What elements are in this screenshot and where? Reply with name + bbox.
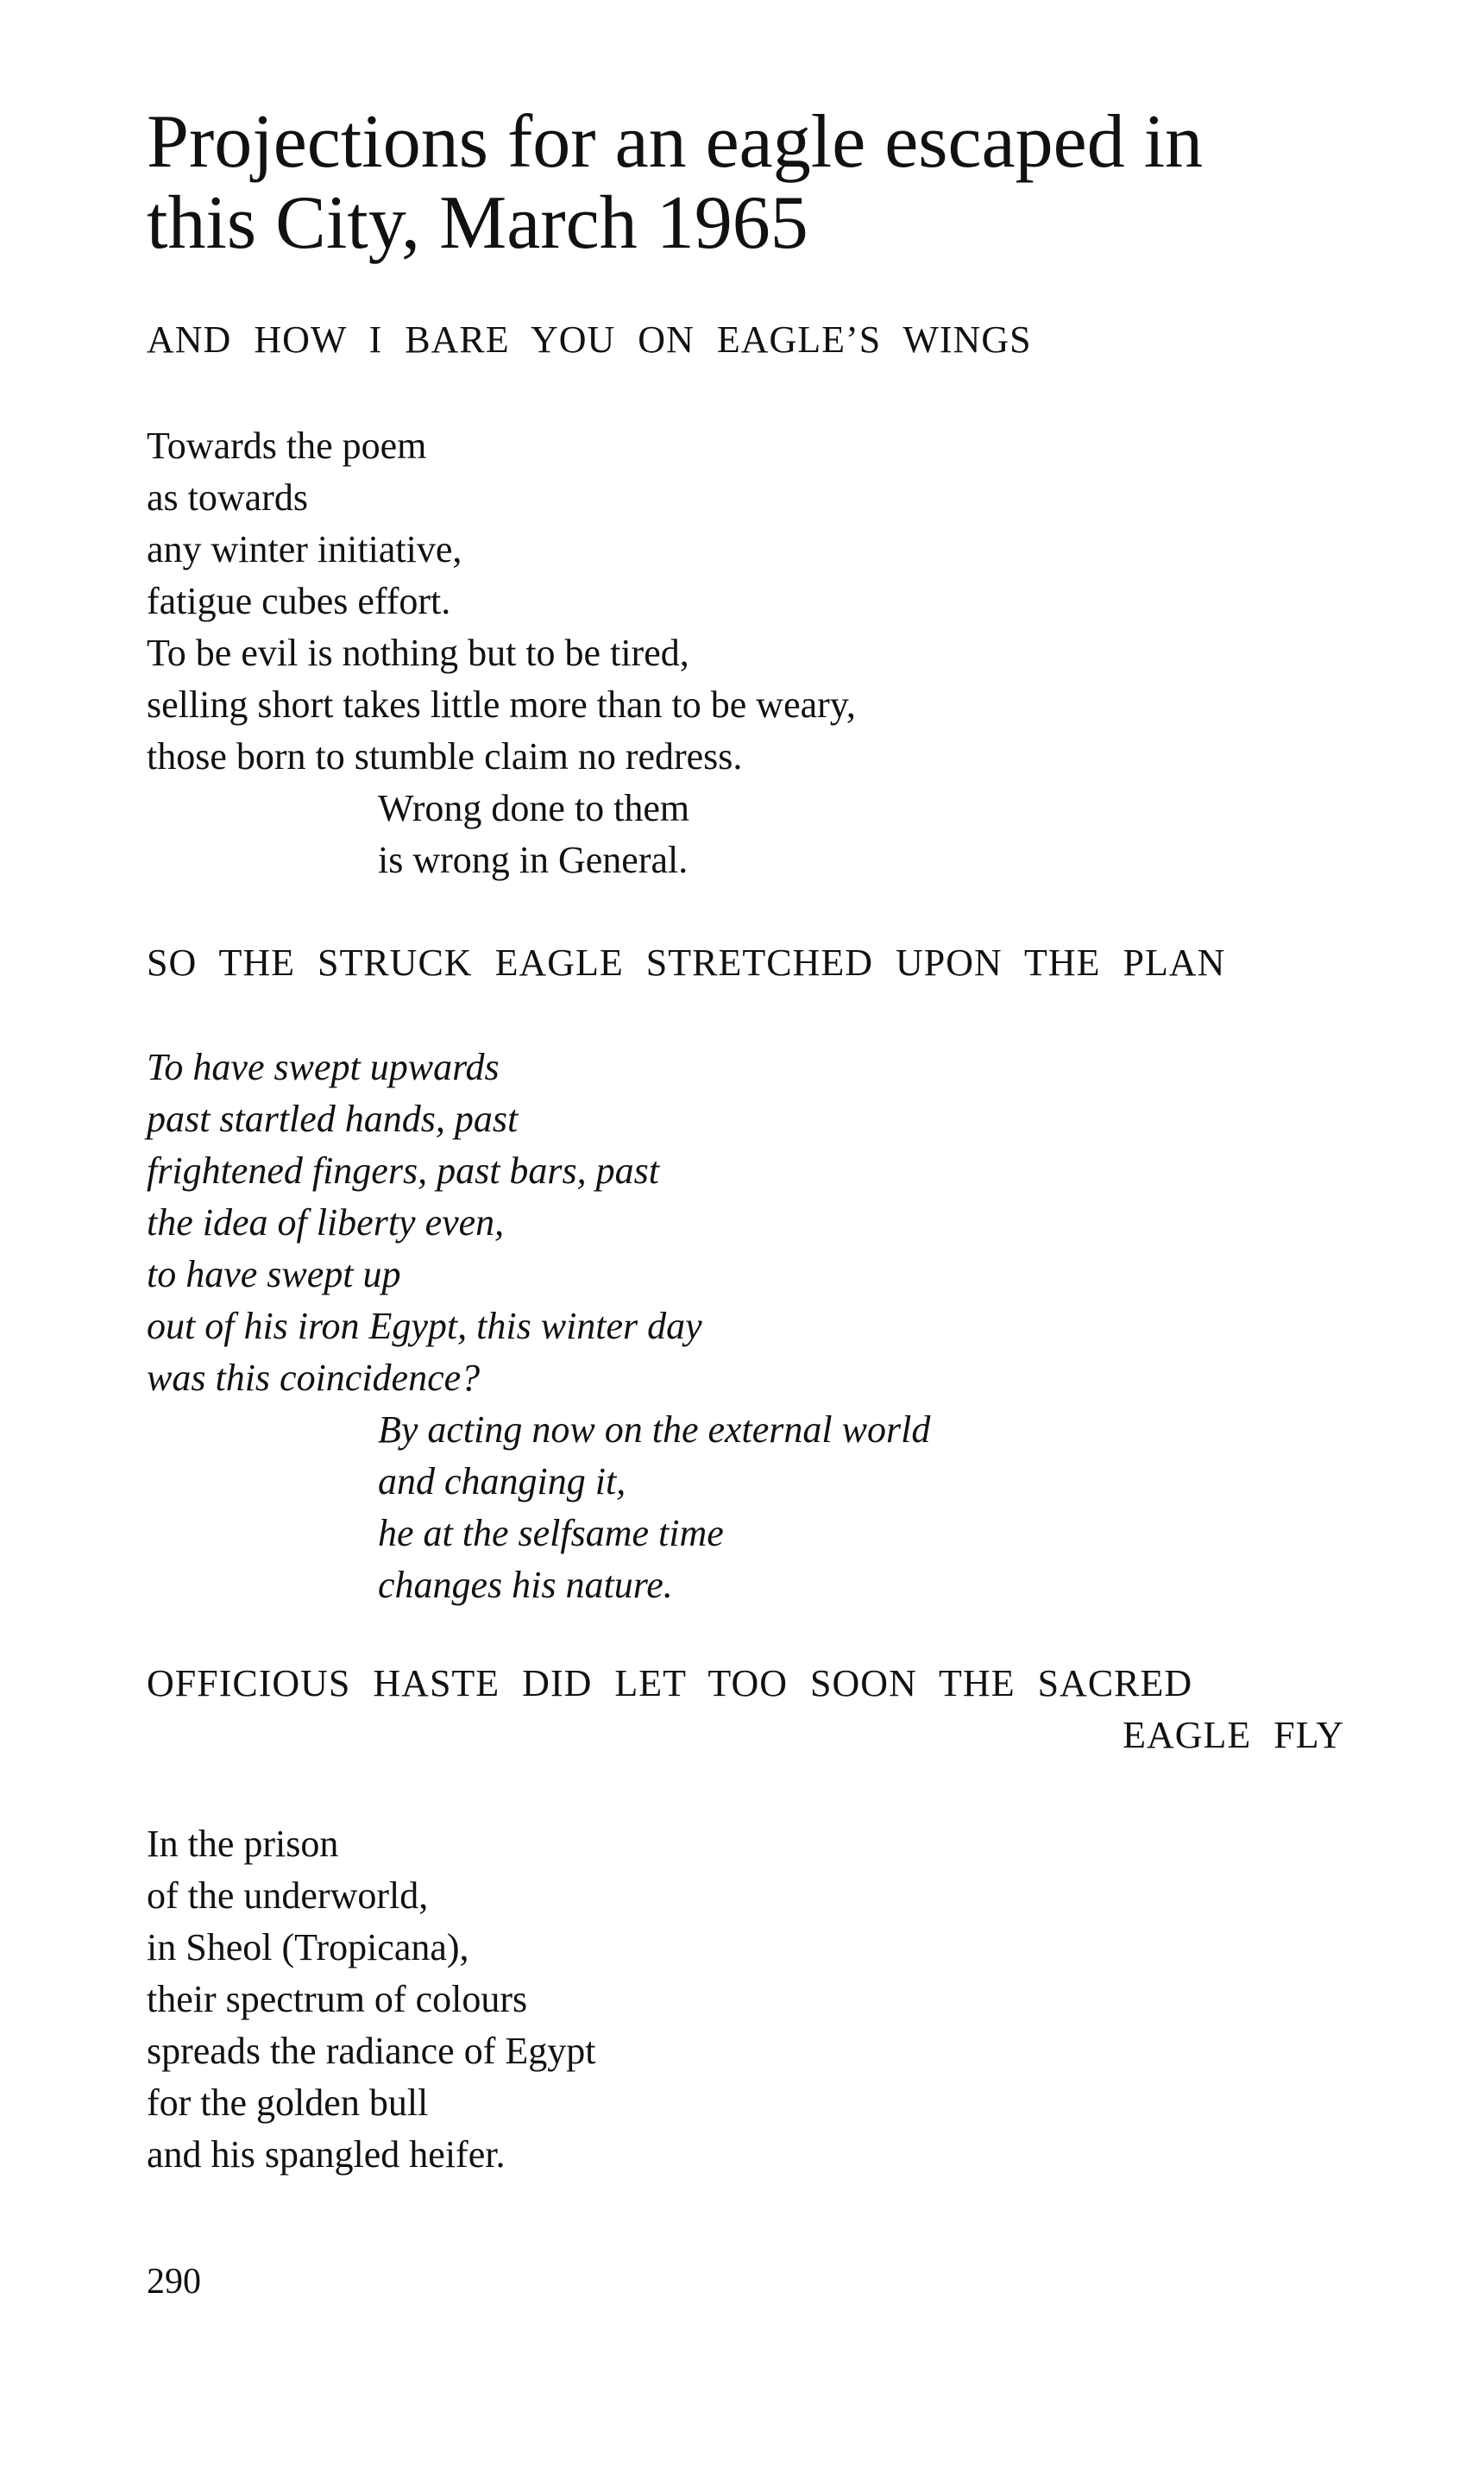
stanza-line-indented: By acting now on the external world (378, 1408, 931, 1451)
stanza-2 (147, 1042, 930, 1611)
stanza-line: the idea of liberty even, (147, 1201, 505, 1244)
section-heading-3-line-2: EAGLE FLY (1122, 1714, 1344, 1756)
stanza-line: to have swept up (147, 1253, 401, 1295)
section-heading-2: SO THE STRUCK EAGLE STRETCHED UPON THE PLAN (147, 942, 1226, 984)
page-number: 290 (147, 2262, 201, 2302)
stanza-line: spreads the radiance of Egypt (147, 2030, 596, 2072)
stanza-line: as towards (147, 476, 308, 519)
section-heading-3-line-1: OFFICIOUS HASTE DID LET TOO SOON THE SACRED (147, 1662, 1193, 1704)
stanza-line: past startled hands, past (147, 1098, 519, 1140)
stanza-line: out of his iron Egypt, this winter day (147, 1305, 702, 1347)
stanza-line-indented: is wrong in General. (378, 839, 689, 881)
stanza-line-indented: changes his nature. (378, 1564, 673, 1606)
stanza-line: of the underworld, (147, 1874, 429, 1917)
stanza-line: in Sheol (Tropicana), (147, 1926, 469, 1968)
stanza-line: was this coincidence? (147, 1357, 481, 1399)
stanza-line: To be evil is nothing but to be tired, (147, 632, 689, 674)
stanza-line: for the golden bull (147, 2082, 429, 2124)
stanza-line: and his spangled heifer. (147, 2133, 506, 2176)
stanza-line: those born to stumble claim no redress. (147, 735, 743, 778)
stanza-line: their spectrum of colours (147, 1978, 528, 2020)
stanza-line: To have swept upwards (147, 1046, 500, 1088)
stanza-line: In the prison (147, 1823, 339, 1865)
stanza-line-indented: and changing it, (378, 1460, 626, 1502)
poem-title-line-1: Projections for an eagle escaped in (147, 100, 1204, 184)
poem-title (147, 102, 1355, 264)
stanza-line-indented: Wrong done to them (378, 787, 690, 829)
section-heading-1: AND HOW I BARE YOU ON EAGLE’S WINGS (147, 318, 1032, 361)
poem-title-line-2: this City, March 1965 (147, 181, 808, 265)
stanza-1 (147, 420, 856, 886)
stanza-line: selling short takes little more than to be weary, (147, 683, 856, 726)
stanza-3 (147, 1818, 595, 2181)
stanza-line: Towards the poem (147, 425, 427, 467)
stanza-line: fatigue cubes effort. (147, 580, 451, 622)
stanza-line: any winter initiative, (147, 528, 462, 570)
stanza-line: frightened fingers, past bars, past (147, 1149, 660, 1192)
stanza-line-indented: he at the selfsame time (378, 1512, 724, 1554)
